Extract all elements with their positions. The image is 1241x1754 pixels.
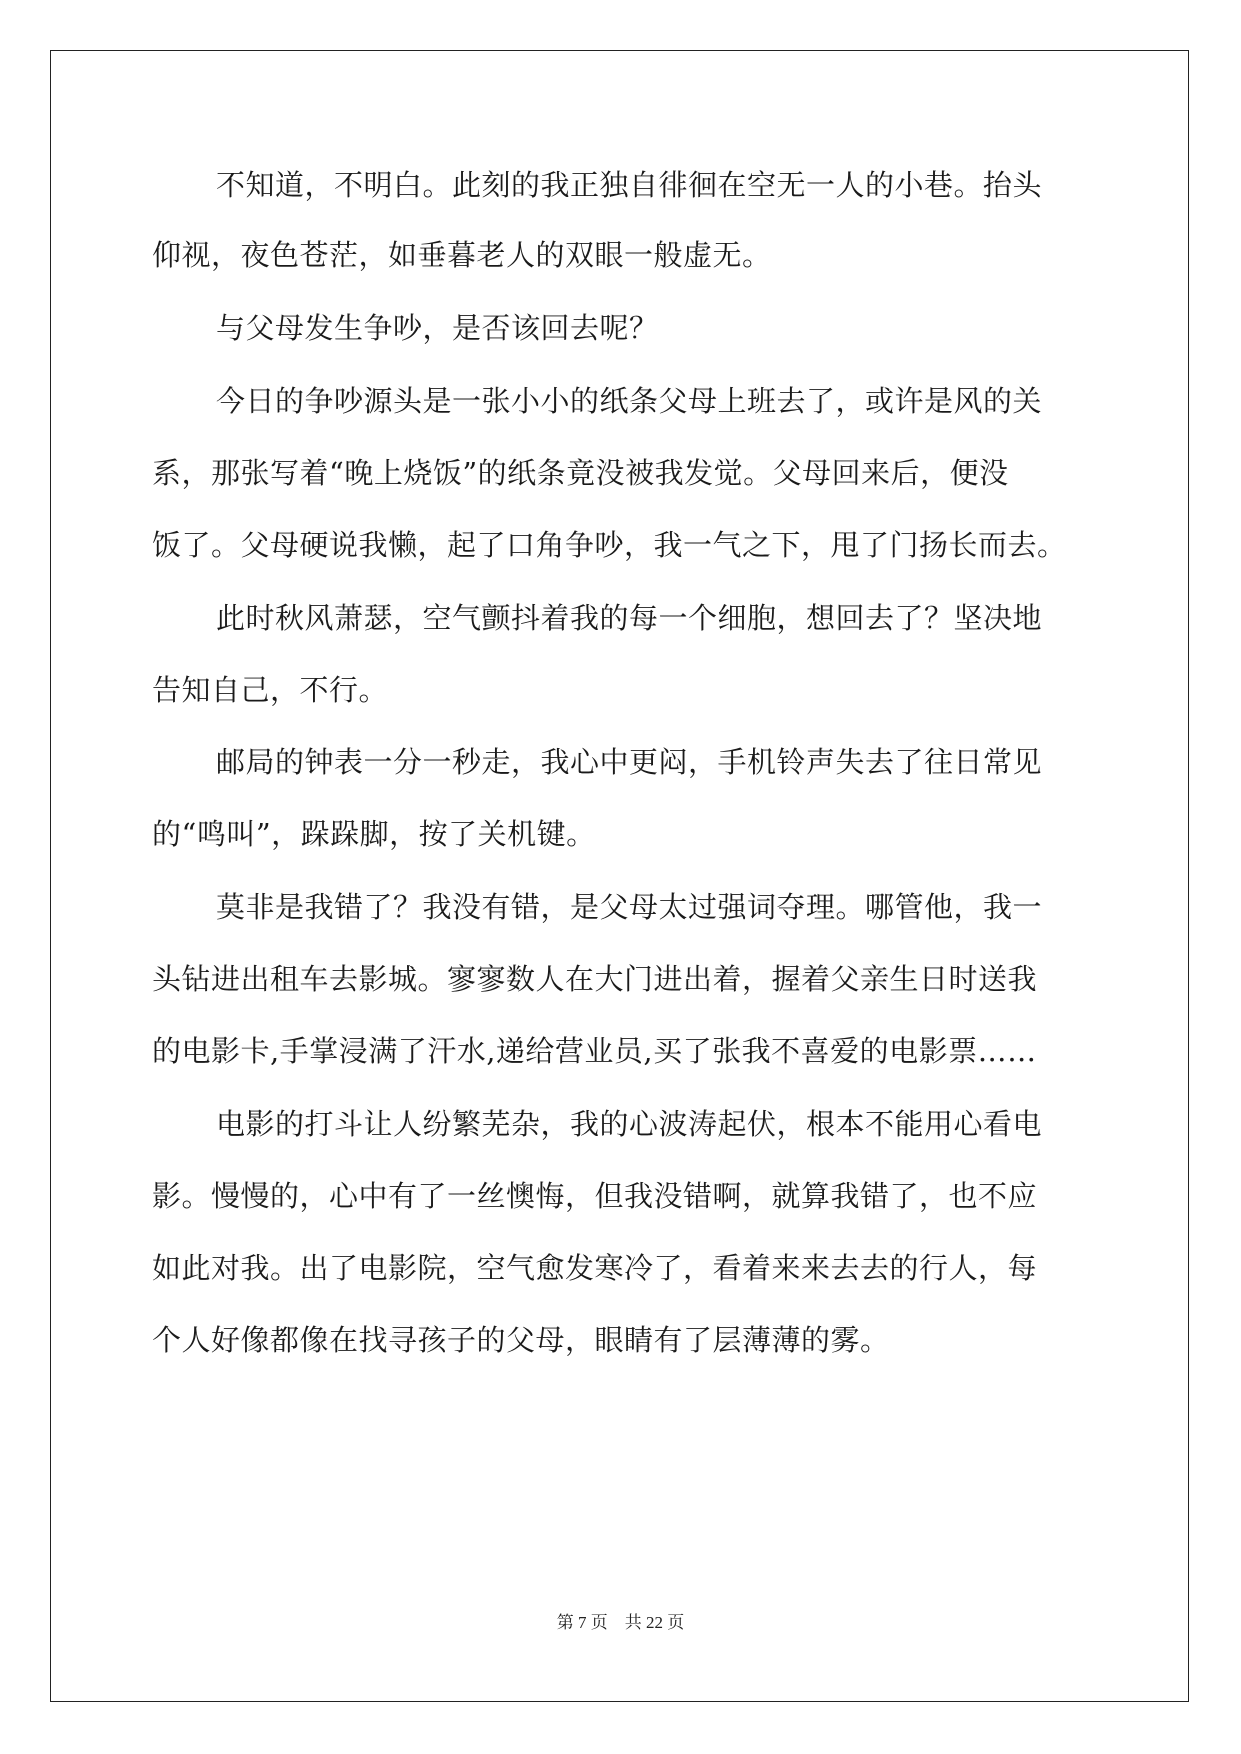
paragraph-line: 今日的争吵源头是一张小小的纸条父母上班去了，或许是风的关 <box>216 384 1043 418</box>
paragraph-line: 仰视，夜色苍茫，如垂暮老人的双眼一般虚无。 <box>152 238 772 272</box>
paragraph-line: 不知道，不明白。此刻的我正独自徘徊在空无一人的小巷。抬头 <box>216 168 1043 202</box>
paragraph-line: 系，那张写着“晚上烧饭”的纸条竟没被我发觉。父母回来后，便没 <box>152 456 1009 490</box>
page-number: 第 7 页 共 22 页 <box>556 1613 685 1632</box>
paragraph-line: 的“鸣叫”，跺跺脚，按了关机键。 <box>152 817 596 851</box>
paragraph-line: 头钻进出租车去影城。寥寥数人在大门进出着，握着父亲生日时送我 <box>152 962 1038 996</box>
paragraph-line: 个人好像都像在找寻孩子的父母，眼睛有了层薄薄的雾。 <box>152 1323 890 1357</box>
paragraph-line: 的电影卡,手掌浸满了汗水,递给营业员,买了张我不喜爱的电影票…… <box>152 1034 1037 1068</box>
paragraph-line: 如此对我。出了电影院，空气愈发寒冷了，看着来来去去的行人，每 <box>152 1251 1038 1285</box>
paragraph-line: 告知自己，不行。 <box>152 673 389 707</box>
paragraph-line: 电影的打斗让人纷繁芜杂，我的心波涛起伏，根本不能用心看电 <box>216 1107 1043 1141</box>
paragraph-line: 饭了。父母硬说我懒，起了口角争吵，我一气之下，甩了门扬长而去。 <box>152 528 1067 562</box>
paragraph-line: 此时秋风萧瑟，空气颤抖着我的每一个细胞，想回去了？坚决地 <box>216 601 1043 635</box>
paragraph-line: 邮局的钟表一分一秒走，我心中更闷，手机铃声失去了往日常见 <box>216 745 1043 779</box>
paragraph-line: 莫非是我错了？我没有错，是父母太过强词夺理。哪管他，我一 <box>216 890 1043 924</box>
paragraph-line: 与父母发生争吵，是否该回去呢？ <box>216 311 659 345</box>
page-border <box>50 50 1189 1702</box>
paragraph-line: 影。慢慢的，心中有了一丝懊悔，但我没错啊，就算我错了，也不应 <box>152 1179 1038 1213</box>
